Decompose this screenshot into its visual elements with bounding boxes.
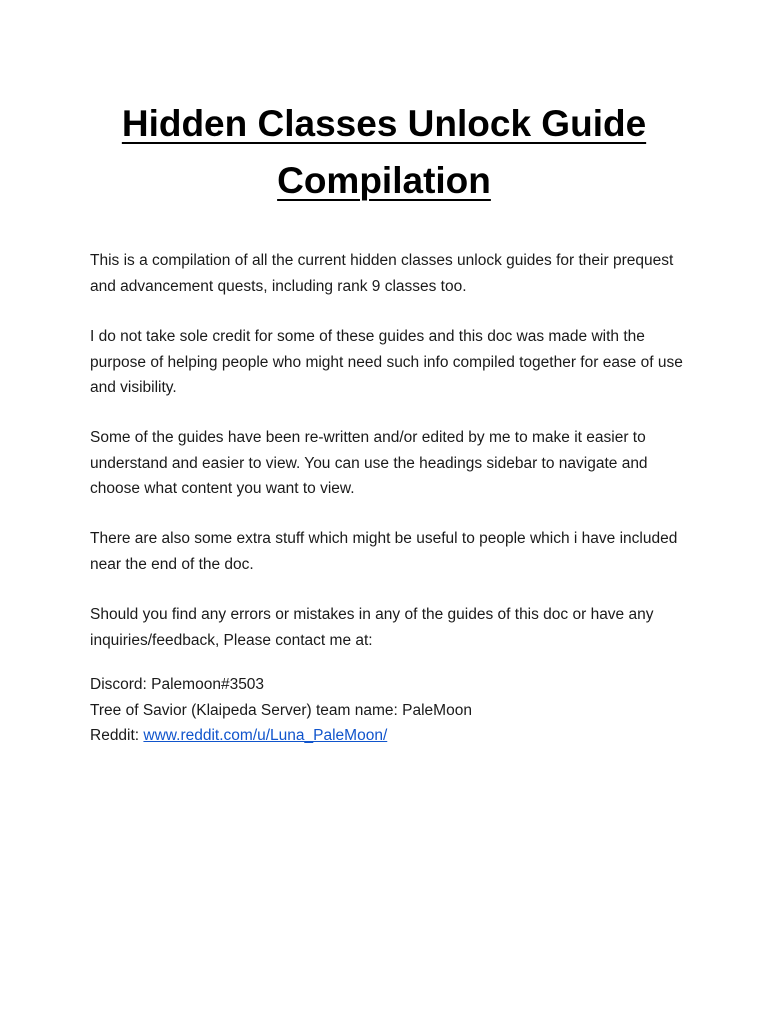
reddit-contact bbox=[90, 723, 690, 749]
document-title-line-1: Hidden Classes Unlock Guide bbox=[121, 103, 647, 144]
paragraph-text: Should you find any errors or mistakes in any of the guides of this doc or have any inquiries/feedback, Please contact me at: bbox=[90, 606, 654, 649]
tos-team-name: Tree of Savior (Klaipeda Server) team name: PaleMoon bbox=[90, 701, 472, 719]
extras-paragraph bbox=[90, 526, 690, 577]
document-title-line-2: Compilation bbox=[277, 160, 491, 201]
paragraph-text: There are also some extra stuff which might be useful to people which i have included near the end of the doc. bbox=[90, 530, 678, 573]
reddit-link[interactable]: www.reddit.com/u/Luna_PaleMoon/ bbox=[143, 727, 388, 744]
paragraph-text: I do not take sole credit for some of these guides and this doc was made with the purpose of helping people who might need such info compiled together for ease of use and visibility. bbox=[90, 328, 683, 396]
document-title bbox=[60, 95, 708, 209]
paragraph-text: This is a compilation of all the current hidden classes unlock guides for their prequest and advancement quests, including rank 9 classes too. bbox=[90, 252, 674, 295]
credit-paragraph bbox=[90, 324, 690, 401]
paragraph-text: Some of the guides have been re-written and/or edited by me to make it easier to understand and easier to view. You can use the headings sidebar to navigate and choose what content you want to view. bbox=[90, 429, 648, 497]
reddit-label: Reddit: bbox=[90, 727, 144, 744]
discord-contact: Discord: Palemoon#3503 bbox=[90, 676, 265, 693]
edits-paragraph bbox=[90, 425, 690, 502]
feedback-paragraph bbox=[90, 602, 690, 653]
contact-block bbox=[90, 672, 690, 749]
intro-paragraph bbox=[90, 248, 690, 299]
